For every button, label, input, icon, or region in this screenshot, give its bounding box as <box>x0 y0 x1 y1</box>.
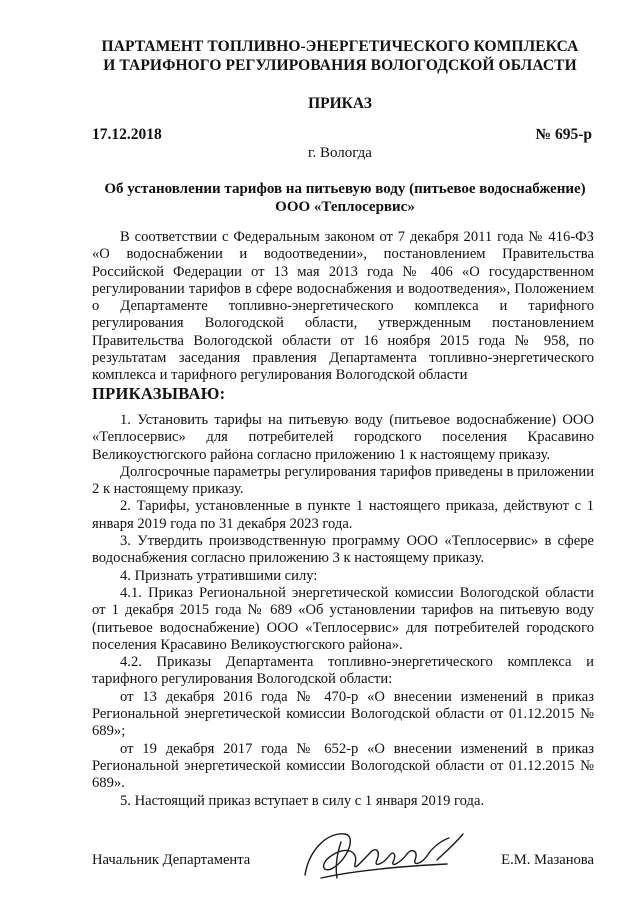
issuer-header <box>60 37 620 75</box>
item-4: 4. Признать утратившими силу: <box>120 567 318 584</box>
subject-line-2: ООО «Теплосервис» <box>275 199 415 215</box>
item-4-2-a: от 13 декабря 2016 года № 470-р «О внесении изменений в приказ Региональной энергетической комиссии Вологодской области от 01.12.2015 № 689»; <box>92 688 594 740</box>
preamble-paragraph: В соответствии с Федеральным законом от 7 декабря 2011 года № 416-ФЗ «О водоснабжении и водоотведении», постановлением Правительства Российской Федерации от 13 мая 2013 года № 406 «О государственном регулировании тарифов в сфере водоснабжения и водоотведения», Положением о Департаменте топливно-энергетического комплекса и тарифного регулирования Вологодской области, утвержденным постановлением Правительства Вологодской области от 16 ноября 2015 года № 958, по результатам заседания правления Департамента топливно-энергетического комплекса и тарифного регулирования Вологодской области <box>92 229 594 384</box>
document-date: 17.12.2018 <box>92 126 162 143</box>
item-2: 2. Тарифы, установленные в пункте 1 настоящего приказа, действуют с 1 января 2019 года по 31 декабря 2023 года. <box>92 498 594 532</box>
issuer-line-1: ПАРТАМЕНТ ТОПЛИВНО-ЭНЕРГЕТИЧЕСКОГО КОМПЛЕКСА <box>101 38 579 55</box>
orders-word: ПРИКАЗЫВАЮ: <box>92 383 226 403</box>
document-type: ПРИКАЗ <box>308 95 372 112</box>
document-number: № 695-р <box>535 126 592 143</box>
document-city: г. Вологда <box>308 145 372 161</box>
item-3: 3. Утвердить производственную программу ООО «Теплосервис» в сфере водоснабжения согласно приложению 3 к настоящему приказу. <box>92 533 594 567</box>
signature-block <box>92 852 594 876</box>
document-body <box>92 229 594 810</box>
subject-line-1: Об установлении тарифов на питьевую воду (питьевое водоснабжение) <box>104 181 586 197</box>
issuer-line-2: И ТАРИФНОГО РЕГУЛИРОВАНИЯ ВОЛОГОДСКОЙ ОБЛАСТИ <box>103 57 577 74</box>
signatory-position: Начальник Департамента <box>92 852 251 868</box>
document-subject <box>95 180 595 216</box>
item-4-2: 4.2. Приказы Департамента топливно-энергетического комплекса и тарифного регулирования Вологодской области: <box>92 654 594 688</box>
item-1-params: Долгосрочные параметры регулирования тарифов приведены в приложении 2 к настоящему приказу. <box>92 463 594 498</box>
handwritten-signature <box>297 820 477 890</box>
signatory-name: Е.М. Мазанова <box>501 852 594 868</box>
item-1: 1. Установить тарифы на питьевую воду (питьевое водоснабжение) ООО «Теплосервис» для потребителей городского поселения Красавино Великоустюгского района согласно приложению 1 к настоящему приказу. <box>92 411 594 463</box>
item-5: 5. Настоящий приказ вступает в силу с 1 января 2019 года. <box>120 792 485 809</box>
item-4-1: 4.1. Приказ Региональной энергетической комиссии Вологодской области от 1 декабря 2015 года № 689 «Об установлении тарифов на питьевую воду (питьевое водоснабжение) ООО «Теплосервис» для потребителей городского поселения Красавино Великоустюгского района». <box>92 584 594 653</box>
item-4-2-b: от 19 декабря 2017 года № 652-р «О внесении изменений в приказ Региональной энергетической комиссии Вологодской области от 01.12.2015 № 689». <box>92 740 594 792</box>
